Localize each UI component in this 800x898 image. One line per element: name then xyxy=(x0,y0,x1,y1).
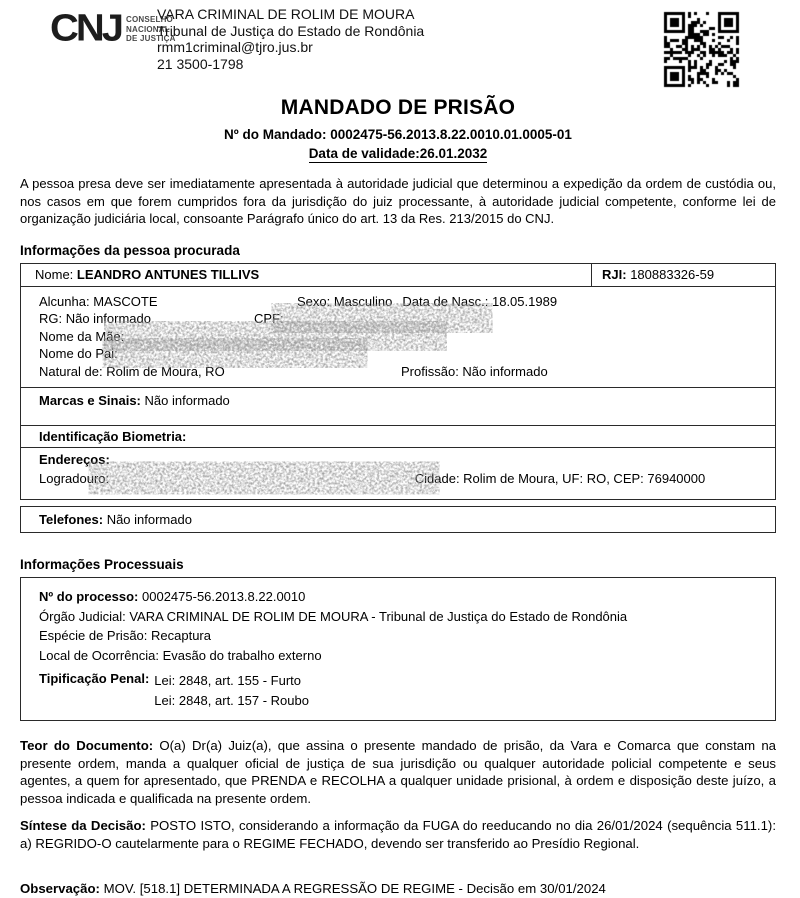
redacted-father-name xyxy=(121,342,349,364)
process-number-label: Nº do processo: xyxy=(39,589,139,605)
observation-text: MOV. [518.1] DETERMINADA A REGRESSÃO DE REGIME - Decisão em 30/01/2024 xyxy=(103,881,606,897)
birthdate-field: Data de Nasc.: 18.05.1989 xyxy=(402,293,558,309)
observation-paragraph xyxy=(20,880,776,898)
father-name-label: Nome do Pai: xyxy=(39,346,118,361)
phones-value: Não informado xyxy=(106,512,192,528)
birthplace-field: Natural de: Rolim de Moura, RO xyxy=(39,363,225,379)
document-title: MANDADO DE PRISÃO xyxy=(280,96,516,119)
validity-date: Data de validade:26.01.2032 xyxy=(308,146,488,161)
phones-label: Telefones: xyxy=(39,512,104,528)
penal-classification-values xyxy=(154,671,309,710)
document-content-text: O(a) Dr(a) Juiz(a), que assina o presente mandado de prisão, da Vara e Comarca que constam na presente ordem, manda a qualquer oficial de justiça de sua jurisdição ou qualquer autoridade policial competente e seus agentes, a quem for apresentado, que PRENDA e RECOLHA a qualquer unidade prisional, à ordem e disposição deste juízo, a pessoa indicada e qualificada na presente ordem. xyxy=(20,738,776,806)
penal-law-line: Lei: 2848, art. 155 - Furto xyxy=(154,673,301,689)
rji-cell xyxy=(591,264,775,286)
decision-summary-text: POSTO ISTO, considerando a informação da FUGA do reeducando no dia 26/01/2024 (sequência 511.1): a) REGRIDO-O cautelarmente para o REGIME FECHADO, devendo ser transferido ao Presídio Regional. xyxy=(20,818,776,851)
alias-field: Alcunha: MASCOTE xyxy=(39,293,158,309)
person-section-heading: Informações da pessoa procurada xyxy=(20,242,240,258)
cpf-label: CPF: xyxy=(254,311,284,326)
table-row-addresses xyxy=(21,447,775,499)
observation-label: Observação: xyxy=(20,881,100,897)
warrant-number: Nº do Mandado: 0002475-56.2013.8.22.0010.01.0005-01 xyxy=(224,127,572,142)
decision-summary-paragraph xyxy=(20,817,776,852)
court-name: VARA CRIMINAL DE ROLIM DE MOURA xyxy=(157,6,415,22)
phones-box xyxy=(20,506,776,533)
redacted-street-value xyxy=(113,466,415,490)
table-row-marks xyxy=(21,387,775,425)
marks-label: Marcas e Sinais: xyxy=(39,393,141,408)
mother-name-label: Nome da Mãe: xyxy=(39,328,125,344)
logo-caption-line: CONSELHO xyxy=(126,15,173,24)
rji-label: RJI: xyxy=(602,267,627,282)
court-info xyxy=(157,6,424,72)
person-info-table xyxy=(20,263,776,501)
tribunal-name: Tribunal de Justiça do Estado de Rondônia xyxy=(157,22,425,39)
logo-caption-line: DE JUSTIÇA xyxy=(126,34,176,43)
process-number-line xyxy=(39,587,761,607)
profession-field: Profissão: Não informado xyxy=(401,363,548,379)
line-father-name xyxy=(39,345,761,363)
occurrence-place-line: Local de Ocorrência: Evasão do trabalho externo xyxy=(39,647,322,663)
name-label: Nome: xyxy=(35,267,74,282)
penal-classification xyxy=(39,671,761,710)
line-birthplace-profession xyxy=(39,363,761,381)
document-header xyxy=(20,0,776,92)
city-field: Cidade: Rolim de Moura, UF: RO, CEP: 76940000 xyxy=(414,471,706,486)
penal-law-line: Lei: 2848, art. 157 - Roubo xyxy=(154,692,309,708)
court-email: rmm1criminal@tjro.jus.br xyxy=(157,39,313,55)
process-info-box xyxy=(20,577,776,721)
logo-caption-line: NACIONAL xyxy=(126,24,170,34)
table-row-biometrics xyxy=(21,425,775,447)
court-phone: 21 3500-1798 xyxy=(157,55,244,72)
judicial-organ-line: Órgão Judicial: VARA CRIMINAL DE ROLIM DE MOURA - Tribunal de Justiça do Estado de Rondônia xyxy=(39,608,628,624)
sex-field: Sexo: Masculino xyxy=(297,293,393,309)
process-section-heading: Informações Processuais xyxy=(20,557,184,573)
intro-paragraph: A pessoa presa deve ser imediatamente apresentada à autoridade judicial que determinou a expedição da ordem de custódia ou, nos casos em que forem cumpridos fora da jurisdição do juiz processante, à autoridade judicial competente, conforme lei de organização judiciária local, consoante Parágrafo único do art. 13 da Res. 213/2015 do CNJ. xyxy=(20,176,776,226)
decision-summary-label: Síntese da Decisão: xyxy=(20,818,146,834)
name-value: LEANDRO ANTUNES TILLIVS xyxy=(76,267,260,282)
penal-classification-label: Tipificação Penal: xyxy=(39,671,150,687)
document-content-paragraph xyxy=(20,737,776,807)
rji-value: 180883326-59 xyxy=(630,267,715,282)
street-label: Logradouro: xyxy=(39,471,110,486)
rg-field: RG: Não informado xyxy=(39,311,151,326)
table-row-name xyxy=(21,264,775,286)
biometrics-label: Identificação Biometria: xyxy=(39,429,187,444)
table-row-personal-data xyxy=(21,286,775,388)
document-content-label: Teor do Documento: xyxy=(20,738,154,754)
address-line xyxy=(39,469,761,490)
prison-type-line: Espécie de Prisão: Recaptura xyxy=(39,628,211,644)
name-cell xyxy=(21,267,591,282)
process-number-value: 0002475-56.2013.8.22.0010 xyxy=(142,589,306,605)
addresses-label: Endereços: xyxy=(39,452,110,467)
cnj-logo-acronym: CNJ xyxy=(50,7,122,49)
marks-value: Não informado xyxy=(144,393,230,408)
qr-code-icon xyxy=(662,10,742,90)
